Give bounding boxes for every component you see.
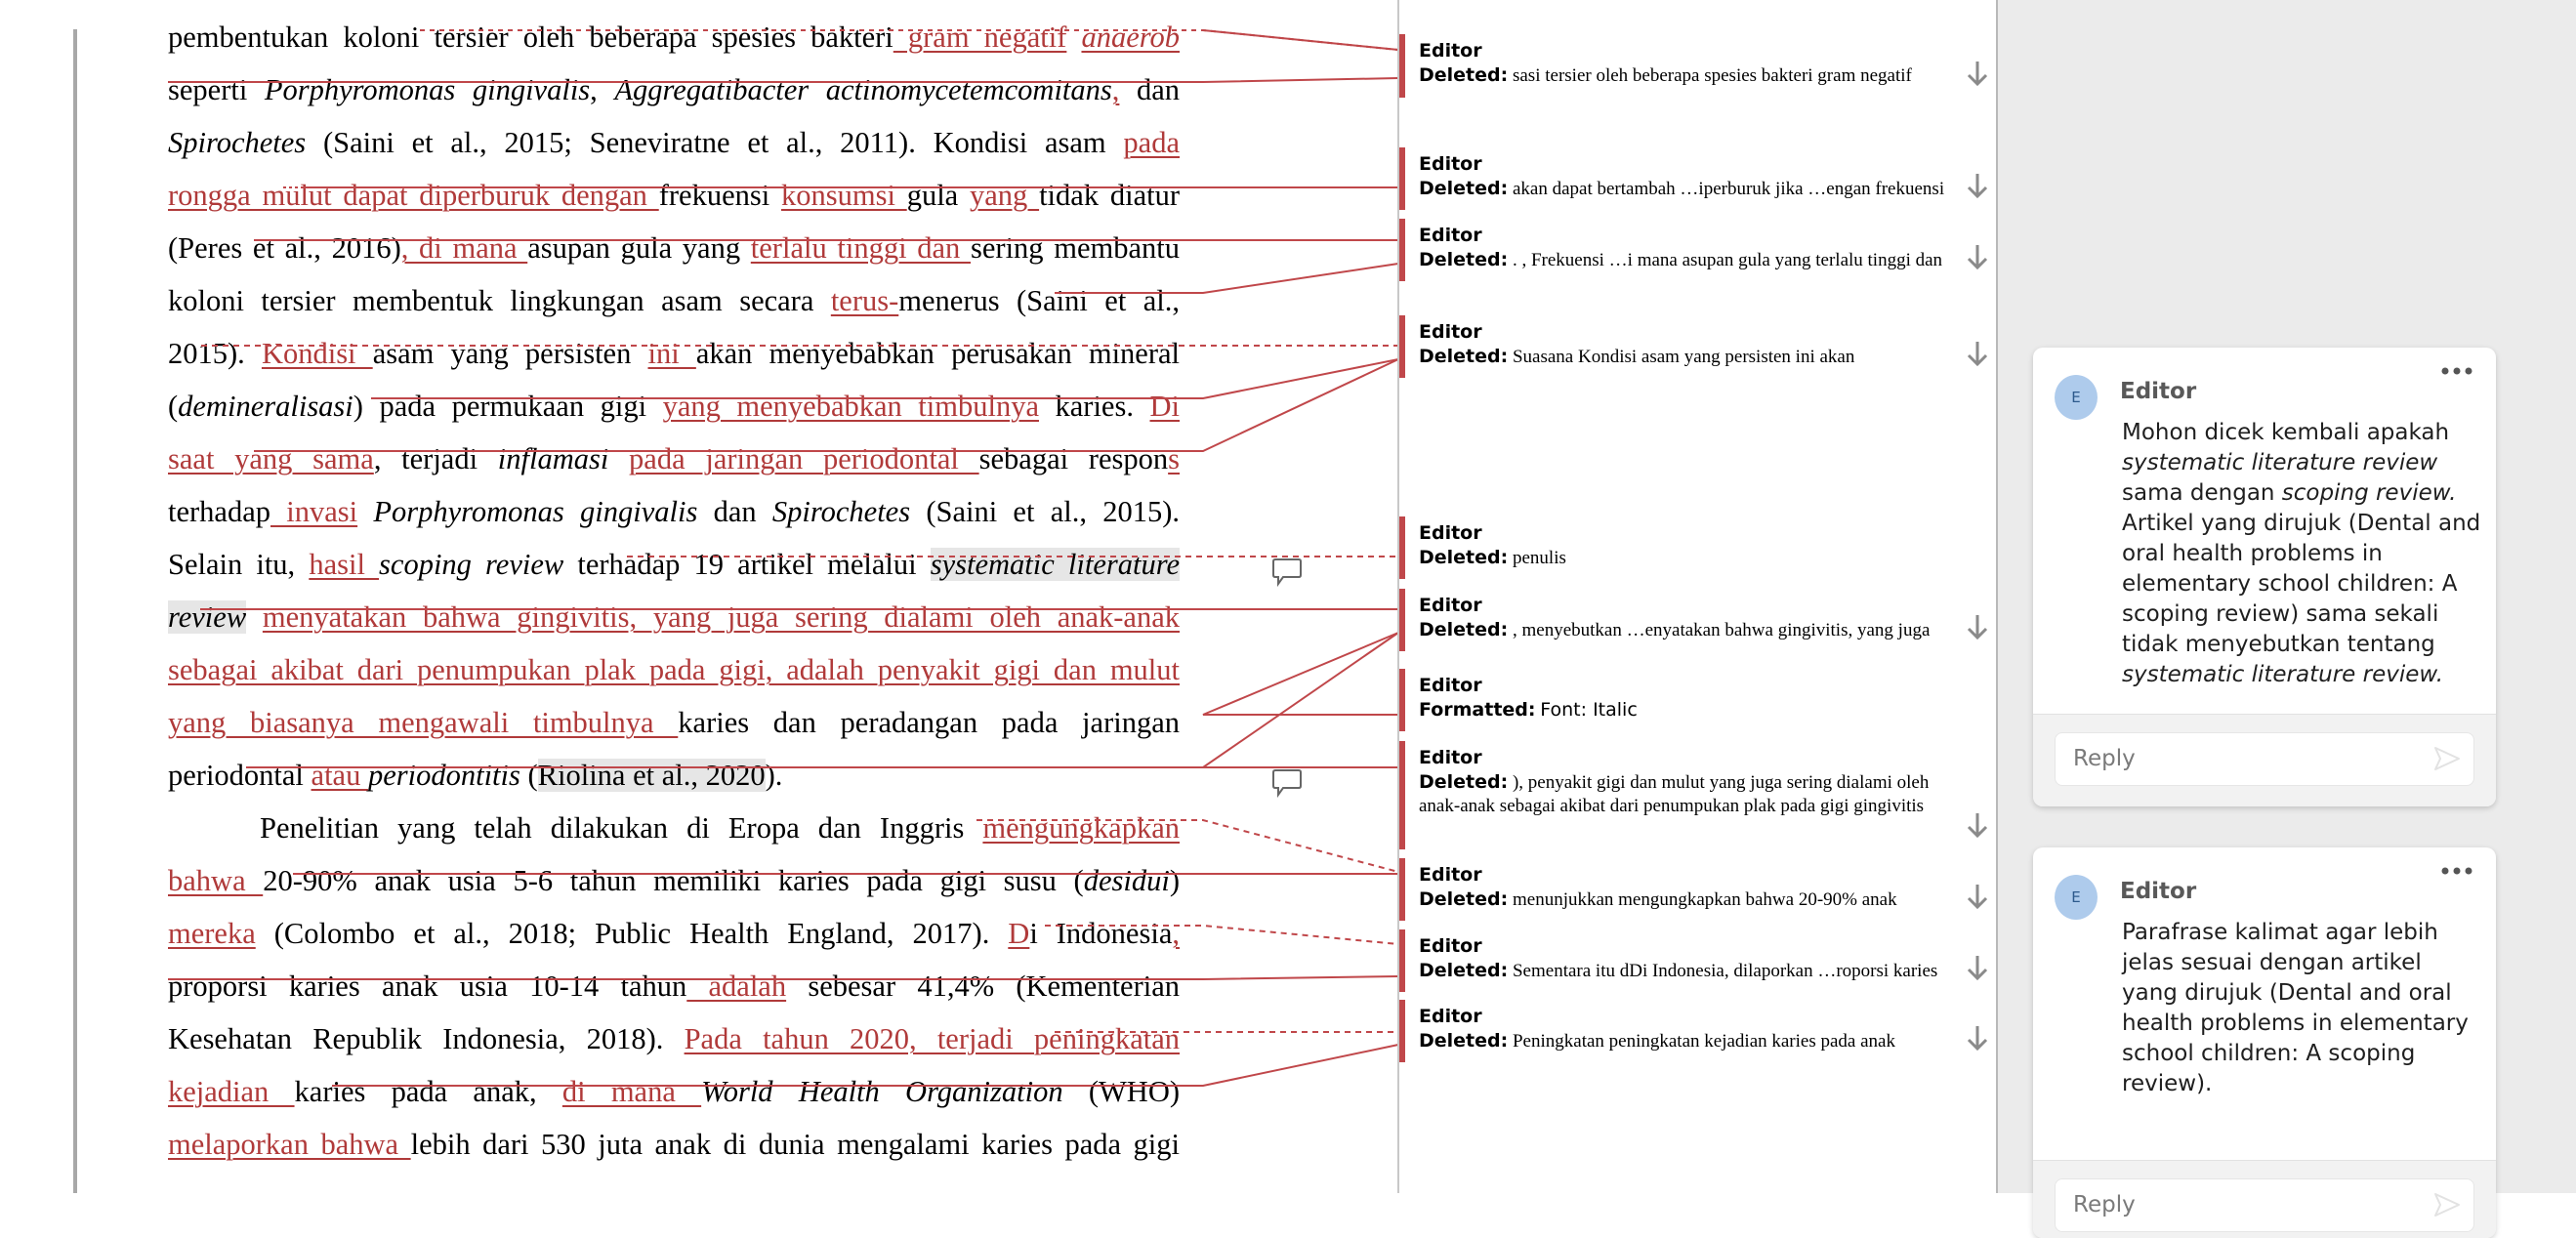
text-run: periodontal (168, 759, 312, 792)
document-line[interactable] (168, 591, 1180, 643)
comment-message (2122, 418, 2483, 690)
tracked-insertion: hasil (309, 548, 380, 581)
change-content: . , Frekuensi …i mana asupan gula yang terlalu tinggi dan (1512, 250, 1943, 270)
tracked-insertion: D (1008, 917, 1030, 950)
comment-text-run: systematic literature review. (2122, 662, 2444, 687)
text-run: pembentukan koloni tersier oleh beberapa spesies bakteri (168, 21, 893, 54)
text-run: ) (1169, 864, 1180, 897)
more-options-icon[interactable] (2437, 361, 2476, 381)
text-run: karies. (1038, 390, 1150, 423)
document-line[interactable] (168, 1118, 1180, 1171)
balloon-bar (1399, 589, 1405, 651)
balloon-bar (1399, 315, 1405, 378)
balloon-author: Editor (1419, 522, 1482, 544)
text-run (246, 600, 263, 634)
tracked-insertion: rongga mulut dapat diperburuk dengan (168, 179, 659, 212)
text-run: Kesehatan Republik Indonesia, 2018). (168, 1022, 685, 1055)
avatar: E (2055, 875, 2098, 920)
change-content: sasi tersier oleh beberapa spesies bakteri gram negatif (1512, 65, 1912, 86)
balloon-bar (1399, 516, 1405, 579)
comment-text-run: Mohon dicek kembali apakah (2122, 420, 2450, 445)
text-run (1066, 21, 1081, 54)
balloon-change-text (1419, 248, 1964, 272)
tracked-insertion: Pada tahun 2020, terjadi peningkatan (684, 1022, 1180, 1055)
tracked-insertion: bahwa (168, 864, 264, 897)
reply-input[interactable] (2055, 732, 2474, 786)
reply-area (2033, 1160, 2496, 1238)
text-run: Spirochetes (771, 495, 911, 528)
document-line[interactable] (168, 169, 1180, 222)
change-content: Sementara itu dDi Indonesia, dilaporkan …roporsi karies (1512, 961, 1938, 981)
comment-card[interactable] (2033, 847, 2496, 1238)
balloon-author: Editor (1419, 321, 1482, 343)
balloon-author: Editor (1419, 675, 1482, 696)
tracked-insertion: Kondisi (261, 337, 373, 370)
avatar: E (2055, 375, 2098, 420)
balloon-change-text (1419, 618, 1964, 642)
text-run: periodontitis (367, 759, 520, 792)
tracked-insertion: atau (311, 759, 368, 792)
balloon-bar (1399, 929, 1405, 992)
text-run: (Saini et al., 2015; Seneviratne et al., 2011). Kondisi asam (306, 126, 1124, 159)
text-run: koloni tersier membentuk lingkungan asam secara (168, 284, 831, 317)
text-run: Aggregatibacter actinomycetemcomitans (614, 73, 1112, 106)
text-run: frekuensi (658, 179, 781, 212)
text-run: ( (168, 390, 179, 423)
tracked-insertion: melaporkan bahwa (168, 1128, 411, 1161)
revision-balloon[interactable] (1399, 219, 1998, 281)
tracked-insertion: yang (970, 179, 1040, 212)
text-run: asupan gula yang (527, 231, 751, 265)
change-content: penulis (1512, 548, 1566, 568)
document-line[interactable] (168, 274, 1180, 327)
change-content: Font: Italic (1540, 699, 1638, 721)
send-icon[interactable] (2432, 1191, 2462, 1218)
reply-placeholder: Reply (2073, 746, 2136, 771)
tracked-insertion: saat yang sama (168, 442, 374, 475)
text-run: sebesar 41,4% (Kementerian (786, 970, 1181, 1003)
revision-balloon[interactable] (1399, 589, 1998, 651)
balloon-change-text (1419, 63, 1964, 88)
revision-balloon[interactable] (1399, 315, 1998, 378)
text-run: Spirochetes (168, 126, 307, 159)
document-line[interactable] (168, 907, 1180, 960)
change-type: Deleted: (1419, 960, 1509, 981)
tracked-insertion: adalah (686, 970, 787, 1003)
balloon-bar (1399, 1000, 1405, 1062)
comment-text-run: Artikel yang dirujuk (Dental and oral health problems in elementary school children: A scoping review) sama sekali tidak menyebutkan tentang (2122, 511, 2481, 657)
document-line[interactable] (168, 116, 1180, 169)
expand-arrow-icon[interactable] (1965, 339, 1990, 368)
tracked-insertion: gram negatif (893, 21, 1067, 54)
change-content: menunjukkan mengungkapkan bahwa 20-90% anak (1512, 889, 1897, 910)
balloon-bar (1399, 858, 1405, 921)
tracked-insertion: mereka (168, 917, 256, 950)
send-icon[interactable] (2432, 745, 2462, 772)
comment-message (2122, 918, 2483, 1099)
balloon-author: Editor (1419, 747, 1482, 768)
balloon-change-text (1419, 1029, 1964, 1053)
balloon-author: Editor (1419, 40, 1482, 62)
tracked-insertion: invasi (270, 495, 358, 528)
balloon-change-text (1419, 770, 1964, 818)
expand-arrow-icon[interactable] (1965, 810, 1990, 840)
change-content: , menyebutkan …enyatakan bahwa gingivitis, yang juga (1512, 620, 1931, 640)
text-run: (WHO) (1062, 1075, 1180, 1108)
revision-balloon[interactable] (1399, 858, 1998, 921)
text-run: terhadap (168, 495, 270, 528)
tracked-insertion: pada (1123, 126, 1180, 159)
revision-balloon[interactable] (1399, 147, 1998, 210)
text-run (608, 442, 629, 475)
text-run: menerus (Saini et al., (898, 284, 1181, 317)
tracked-insertion: terus- (830, 284, 899, 317)
document-line[interactable] (168, 63, 1180, 116)
document-line[interactable] (168, 327, 1180, 380)
tracked-insertion: ini (647, 337, 696, 370)
comment-anchor-icon[interactable] (1271, 557, 1303, 587)
text-run: Porphyromonas gingivalis (264, 73, 591, 106)
text-run: tidak diatur (1039, 179, 1180, 212)
comment-text-run: systematic literature review (2122, 450, 2438, 475)
text-run: ) pada permukaan gigi (353, 390, 663, 423)
text-run: karies dan peradangan pada jaringan (678, 706, 1180, 739)
tracked-insertion: , (1111, 73, 1120, 106)
tracked-insertion: yang menyebabkan timbulnya (662, 390, 1039, 423)
text-run: (Saini et al., 2015). (910, 495, 1180, 528)
change-type: Deleted: (1419, 771, 1509, 793)
tracked-insertion: anaerob (1081, 21, 1180, 54)
text-run: ( (519, 759, 538, 792)
tracked-insertion: kejadian (168, 1075, 295, 1108)
text-run: ). (765, 759, 783, 792)
expand-arrow-icon[interactable] (1965, 171, 1990, 200)
expand-arrow-icon[interactable] (1965, 1023, 1990, 1052)
document-line[interactable] (168, 749, 1180, 802)
balloon-bar (1399, 669, 1405, 731)
text-run: gula (906, 179, 970, 212)
change-content: ), penyakit gigi dan mulut yang juga sering dialami oleh anak-anak sebagai akibat dari penumpukan plak pada gigi gingivitis (1419, 772, 1930, 816)
change-type: Deleted: (1419, 346, 1509, 367)
comment-card[interactable] (2033, 348, 2496, 806)
change-type: Deleted: (1419, 64, 1509, 86)
text-run: World Health Organization (701, 1075, 1063, 1108)
change-content: akan dapat bertambah …iperburuk jika …engan frekuensi (1512, 179, 1945, 199)
text-run: sebagai respon (978, 442, 1169, 475)
tracked-insertion: menyatakan bahwa gingivitis, yang juga sering dialami oleh anak-anak (262, 600, 1181, 634)
balloon-change-text (1419, 887, 1964, 912)
balloon-change-text (1419, 698, 1964, 722)
comment-text-run: sama dengan (2122, 480, 2282, 506)
balloon-author: Editor (1419, 1006, 1482, 1027)
balloon-change-text (1419, 345, 1964, 369)
tracked-insertion: pada jaringan periodontal (629, 442, 979, 475)
document-line[interactable] (168, 380, 1180, 433)
text-run: proporsi karies anak usia 10-14 tahun (168, 970, 687, 1003)
text-run: lebih dari 530 juta anak di dunia mengalami karies pada gigi (410, 1128, 1180, 1161)
document-line[interactable] (168, 222, 1180, 274)
document-line[interactable] (168, 538, 1180, 591)
text-run: akan menyebabkan perusakan mineral (695, 337, 1181, 370)
change-type: Deleted: (1419, 888, 1509, 910)
expand-arrow-icon[interactable] (1965, 612, 1990, 641)
balloon-author: Editor (1419, 935, 1482, 957)
change-content: Suasana Kondisi asam yang persisten ini akan (1512, 347, 1855, 367)
text-run: desidui (1083, 864, 1170, 897)
document-line[interactable] (168, 854, 1180, 907)
revision-balloon[interactable] (1399, 516, 1998, 579)
document-line[interactable] (168, 433, 1180, 485)
balloon-change-text (1419, 546, 1964, 570)
revision-balloon[interactable] (1399, 34, 1998, 98)
balloon-author: Editor (1419, 595, 1482, 616)
text-run: scoping review (379, 548, 564, 581)
comment-text-run: Parafrase kalimat agar lebih jelas sesuai dengan artikel yang dirujuk (Dental and oral health problems in elementary school children: A scoping review). (2122, 920, 2469, 1096)
balloon-change-text (1419, 959, 1964, 983)
comments-pane (1996, 0, 2576, 1217)
text-run: sering membantu (971, 231, 1180, 265)
balloon-bar (1399, 741, 1405, 849)
text-run: 20-90% anak usia 5-6 tahun memiliki karies pada gigi susu ( (263, 864, 1084, 897)
text-run: asam yang persisten (372, 337, 648, 370)
text-run: i Indonesia (1029, 917, 1173, 950)
commented-text: Riolina et al., 2020 (537, 759, 766, 792)
change-type: Deleted: (1419, 178, 1509, 199)
revision-balloons-pane (1397, 0, 1998, 1193)
balloon-change-text (1419, 177, 1964, 201)
document-line[interactable] (168, 1012, 1180, 1065)
change-type: Deleted: (1419, 1030, 1509, 1052)
text-run: dan (1119, 73, 1180, 106)
comment-author: Editor (2120, 379, 2197, 404)
expand-arrow-icon[interactable] (1965, 242, 1990, 271)
expand-arrow-icon[interactable] (1965, 953, 1990, 982)
change-type: Formatted: (1419, 699, 1536, 721)
text-run: , terjadi (373, 442, 498, 475)
reply-area (2033, 714, 2496, 806)
more-options-icon[interactable] (2437, 861, 2476, 881)
tracked-insertion: Di (1149, 390, 1180, 423)
balloon-bar (1399, 147, 1405, 210)
tracked-insertion: s (1168, 442, 1180, 475)
change-type: Deleted: (1419, 547, 1509, 568)
commented-text: systematic literature (930, 548, 1180, 581)
document-line[interactable] (168, 1065, 1180, 1118)
change-type: Deleted: (1419, 619, 1509, 640)
text-run: Porphyromonas gingivalis (373, 495, 698, 528)
balloon-bar (1399, 219, 1405, 281)
text-run: Penelitian yang telah dilakukan di Eropa dan Inggris (260, 811, 983, 845)
tracked-insertion: di mana (561, 1075, 702, 1108)
tracked-insertion: , (1172, 917, 1180, 950)
text-run: 2015). (168, 337, 262, 370)
text-run: dan (697, 495, 772, 528)
text-run: , (590, 73, 615, 106)
comment-anchor-icon[interactable] (1271, 768, 1303, 798)
tracked-insertion: konsumsi (780, 179, 907, 212)
tracked-insertion: terlalu tinggi dan (750, 231, 971, 265)
page-left-edge (73, 29, 77, 1193)
document-line[interactable] (168, 696, 1180, 749)
revision-balloon[interactable] (1399, 929, 1998, 992)
revision-balloon[interactable] (1399, 741, 1998, 849)
revision-balloon[interactable] (1399, 1000, 1998, 1062)
text-run: (Peres et al., 2016) (168, 231, 401, 265)
change-type: Deleted: (1419, 249, 1509, 270)
reply-input[interactable] (2055, 1178, 2474, 1232)
document-line[interactable] (168, 485, 1180, 538)
document-line[interactable] (168, 11, 1180, 63)
text-run: Selain itu, (168, 548, 310, 581)
balloon-author: Editor (1419, 864, 1482, 886)
change-content: Peningkatan peningkatan kejadian karies pada anak (1512, 1031, 1895, 1052)
comment-author: Editor (2120, 879, 2197, 904)
expand-arrow-icon[interactable] (1965, 882, 1990, 911)
reply-placeholder: Reply (2073, 1192, 2136, 1217)
comment-text-run: scoping review. (2281, 480, 2457, 506)
tracked-insertion: sebagai akibat dari penumpukan plak pada gigi, adalah penyakit gigi dan mulut (168, 653, 1180, 686)
tracked-insertion: mengungkapkan (982, 811, 1180, 845)
text-run: inflamasi (497, 442, 609, 475)
balloon-bar (1399, 34, 1405, 98)
text-run: demineralisasi (178, 390, 353, 423)
document-line[interactable] (168, 643, 1180, 696)
text-run: karies pada anak, (294, 1075, 562, 1108)
tracked-insertion: , di mana (400, 231, 528, 265)
document-line[interactable] (168, 960, 1180, 1012)
balloon-author: Editor (1419, 153, 1482, 175)
balloon-author: Editor (1419, 225, 1482, 246)
text-run: seperti (168, 73, 265, 106)
expand-arrow-icon[interactable] (1965, 59, 1990, 88)
text-run: terhadap 19 artikel melalui (563, 548, 931, 581)
commented-text: review (168, 600, 247, 634)
text-run (357, 495, 373, 528)
tracked-insertion: yang biasanya mengawali timbulnya (168, 706, 679, 739)
revision-balloon[interactable] (1399, 669, 1998, 731)
document-line[interactable] (168, 802, 1180, 854)
text-run: (Colombo et al., 2018; Public Health England, 2017). (255, 917, 1009, 950)
